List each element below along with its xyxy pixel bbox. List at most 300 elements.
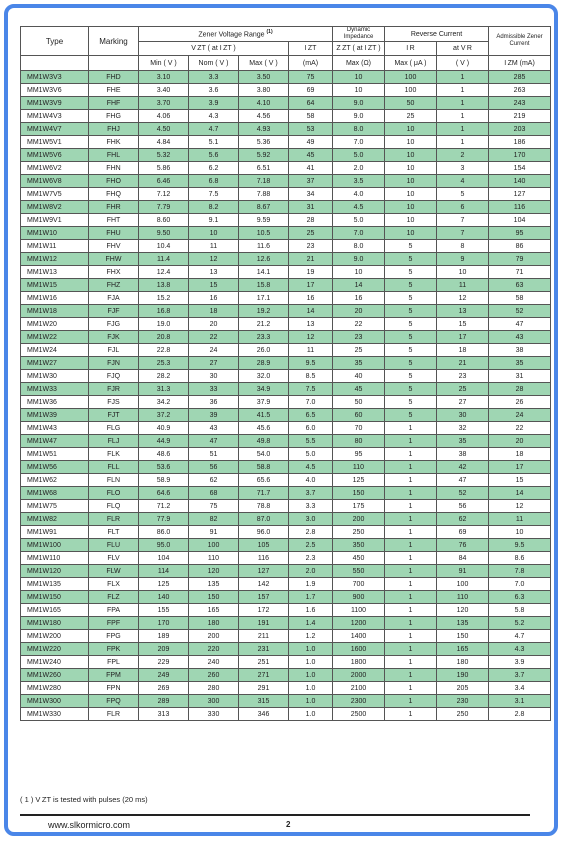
- table-cell: 38: [437, 448, 489, 461]
- table-cell: 5: [385, 409, 437, 422]
- table-cell: 4.5: [289, 461, 333, 474]
- table-cell: 6.3: [489, 591, 551, 604]
- table-row: [21, 409, 551, 422]
- table-cell: 50: [333, 396, 385, 409]
- table-cell: 71.7: [239, 487, 289, 500]
- table-cell: 150: [333, 487, 385, 500]
- table-cell: MM1W20: [21, 318, 89, 331]
- table-cell: 11.4: [139, 253, 189, 266]
- table-cell: 5.0: [289, 448, 333, 461]
- table-cell: FPN: [89, 682, 139, 695]
- table-cell: FHU: [89, 227, 139, 240]
- table-cell: 3.80: [239, 84, 289, 97]
- table-cell: 127: [239, 565, 289, 578]
- table-row: [21, 526, 551, 539]
- table-cell: 42: [437, 461, 489, 474]
- table-cell: 1: [385, 643, 437, 656]
- table-cell: MM1W6V2: [21, 162, 89, 175]
- table-cell: 58: [489, 292, 551, 305]
- table-cell: 62: [437, 513, 489, 526]
- table-cell: 18: [437, 344, 489, 357]
- table-cell: MM1W5V1: [21, 136, 89, 149]
- table-cell: 35: [489, 357, 551, 370]
- table-cell: 23: [333, 331, 385, 344]
- table-cell: 75: [189, 500, 239, 513]
- table-cell: 7.0: [333, 136, 385, 149]
- table-cell: 8.5: [289, 370, 333, 383]
- table-cell: MM1W91: [21, 526, 89, 539]
- table-row: [21, 435, 551, 448]
- table-cell: 100: [385, 71, 437, 84]
- table-cell: 35: [437, 435, 489, 448]
- table-cell: 17: [489, 461, 551, 474]
- table-cell: 10: [385, 175, 437, 188]
- table-cell: 58.9: [139, 474, 189, 487]
- table-cell: FJG: [89, 318, 139, 331]
- table-row: [21, 383, 551, 396]
- table-cell: MM1W75: [21, 500, 89, 513]
- table-cell: 150: [189, 591, 239, 604]
- table-row: [21, 175, 551, 188]
- website-link[interactable]: www.slkormicro.com: [48, 820, 131, 830]
- table-cell: MM1W220: [21, 643, 89, 656]
- table-row: [21, 279, 551, 292]
- table-cell: 5: [385, 253, 437, 266]
- table-cell: 3.7: [289, 487, 333, 500]
- table-cell: 26.0: [239, 344, 289, 357]
- col-marking-header: Marking: [89, 27, 139, 56]
- table-cell: 8.6: [489, 552, 551, 565]
- table-cell: 52: [489, 305, 551, 318]
- table-cell: 172: [239, 604, 289, 617]
- table-cell: MM1W3V3: [21, 71, 89, 84]
- table-cell: 5.6: [189, 149, 239, 162]
- table-row: [21, 110, 551, 123]
- table-body: [21, 71, 551, 721]
- table-cell: 30: [437, 409, 489, 422]
- table-cell: 31.3: [139, 383, 189, 396]
- table-cell: 17.1: [239, 292, 289, 305]
- table-cell: 1.2: [289, 630, 333, 643]
- table-cell: 10: [437, 266, 489, 279]
- table-cell: 4.93: [239, 123, 289, 136]
- table-cell: 205: [437, 682, 489, 695]
- col-type-header: Type: [21, 27, 89, 56]
- table-cell: 4.10: [239, 97, 289, 110]
- table-cell: 9.1: [189, 214, 239, 227]
- table-cell: 170: [489, 149, 551, 162]
- table-cell: FPM: [89, 669, 139, 682]
- table-cell: 5: [385, 305, 437, 318]
- table-cell: 250: [333, 526, 385, 539]
- table-cell: 58.8: [239, 461, 289, 474]
- table-cell: 5: [385, 370, 437, 383]
- table-cell: 1: [437, 71, 489, 84]
- table-cell: 77.9: [139, 513, 189, 526]
- table-cell: 1: [385, 708, 437, 721]
- table-cell: 15: [489, 474, 551, 487]
- table-cell: 20: [189, 318, 239, 331]
- table-cell: 39: [189, 409, 239, 422]
- table-cell: 41.5: [239, 409, 289, 422]
- table-row: [21, 552, 551, 565]
- table-cell: 6.2: [189, 162, 239, 175]
- table-cell: FLU: [89, 539, 139, 552]
- table-cell: 78.8: [239, 500, 289, 513]
- table-cell: 1: [437, 136, 489, 149]
- table-cell: 6.8: [189, 175, 239, 188]
- table-cell: 6.0: [289, 422, 333, 435]
- table-cell: 1: [385, 487, 437, 500]
- table-cell: 86: [489, 240, 551, 253]
- table-cell: 350: [333, 539, 385, 552]
- table-cell: 17: [437, 331, 489, 344]
- table-cell: 1.4: [289, 617, 333, 630]
- reverse-current-header: Reverse Current: [385, 27, 489, 42]
- table-cell: 5.92: [239, 149, 289, 162]
- table-cell: FHX: [89, 266, 139, 279]
- table-cell: 1: [385, 682, 437, 695]
- table-cell: 10: [385, 201, 437, 214]
- table-cell: 5: [385, 240, 437, 253]
- table-cell: 12: [189, 253, 239, 266]
- table-row: [21, 500, 551, 513]
- table-cell: 219: [489, 110, 551, 123]
- table-cell: 28: [289, 214, 333, 227]
- table-cell: 127: [489, 188, 551, 201]
- table-cell: FLX: [89, 578, 139, 591]
- table-cell: FHF: [89, 97, 139, 110]
- table-cell: 25: [333, 344, 385, 357]
- table-cell: 6.5: [289, 409, 333, 422]
- page-number: 2: [286, 820, 291, 829]
- table-cell: 135: [437, 617, 489, 630]
- table-cell: 180: [437, 656, 489, 669]
- table-cell: 8.2: [189, 201, 239, 214]
- table-cell: 3.9: [489, 656, 551, 669]
- table-cell: FJF: [89, 305, 139, 318]
- table-cell: 7: [437, 227, 489, 240]
- table-cell: 9: [437, 253, 489, 266]
- table-cell: 5: [385, 383, 437, 396]
- dynamic-impedance-header: Dynamic Impedance: [333, 27, 385, 42]
- table-cell: 1: [385, 526, 437, 539]
- table-cell: 900: [333, 591, 385, 604]
- table-cell: 100: [437, 578, 489, 591]
- table-cell: 47: [489, 318, 551, 331]
- table-cell: 15: [437, 318, 489, 331]
- table-cell: 2.3: [289, 552, 333, 565]
- table-cell: MM1W280: [21, 682, 89, 695]
- table-cell: 125: [333, 474, 385, 487]
- table-cell: 180: [189, 617, 239, 630]
- table-cell: 7.0: [289, 396, 333, 409]
- table-cell: FPL: [89, 656, 139, 669]
- table-cell: 100: [385, 84, 437, 97]
- table-cell: 1: [385, 461, 437, 474]
- table-cell: 14: [489, 487, 551, 500]
- table-cell: 95: [333, 448, 385, 461]
- table-cell: 40: [333, 370, 385, 383]
- table-cell: FLK: [89, 448, 139, 461]
- table-cell: 51: [189, 448, 239, 461]
- table-cell: 315: [239, 695, 289, 708]
- vzt-condition-header: V ZT ( at I ZT ): [139, 42, 289, 56]
- table-cell: 23.3: [239, 331, 289, 344]
- table-cell: 16.8: [139, 305, 189, 318]
- izm-header: I ZM (mA): [489, 56, 551, 71]
- table-cell: 1.0: [289, 695, 333, 708]
- table-cell: 7.79: [139, 201, 189, 214]
- table-cell: 1: [437, 110, 489, 123]
- table-row: [21, 318, 551, 331]
- table-cell: MM1W4V3: [21, 110, 89, 123]
- table-cell: MM1W300: [21, 695, 89, 708]
- table-cell: 34: [289, 188, 333, 201]
- table-cell: 27: [437, 396, 489, 409]
- table-cell: 28: [489, 383, 551, 396]
- table-cell: MM1W240: [21, 656, 89, 669]
- table-row: [21, 604, 551, 617]
- table-cell: 2.0: [333, 162, 385, 175]
- footnote: ( 1 ) V ZT is tested with pulses (20 ms): [20, 795, 148, 804]
- table-row: [21, 357, 551, 370]
- table-cell: 21: [289, 253, 333, 266]
- table-cell: 4.3: [189, 110, 239, 123]
- table-cell: 3.9: [189, 97, 239, 110]
- table-cell: 8.60: [139, 214, 189, 227]
- table-cell: MM1W36: [21, 396, 89, 409]
- table-cell: 69: [437, 526, 489, 539]
- table-cell: MM1W47: [21, 435, 89, 448]
- table-cell: 1: [385, 617, 437, 630]
- table-row: [21, 188, 551, 201]
- table-cell: 62: [189, 474, 239, 487]
- table-cell: 12.4: [139, 266, 189, 279]
- table-cell: 4.0: [333, 188, 385, 201]
- table-cell: MM1W9V1: [21, 214, 89, 227]
- table-cell: 27: [189, 357, 239, 370]
- table-cell: 12: [489, 500, 551, 513]
- table-cell: FHL: [89, 149, 139, 162]
- footnote-ref: (1): [266, 29, 273, 36]
- table-cell: 12: [289, 331, 333, 344]
- table-cell: 8.0: [333, 240, 385, 253]
- table-cell: 1400: [333, 630, 385, 643]
- table-cell: 14: [289, 305, 333, 318]
- table-cell: MM1W24: [21, 344, 89, 357]
- table-cell: FJT: [89, 409, 139, 422]
- table-cell: 330: [189, 708, 239, 721]
- table-cell: 10: [333, 266, 385, 279]
- table-cell: 32.0: [239, 370, 289, 383]
- table-cell: 4.7: [189, 123, 239, 136]
- table-cell: 7.5: [289, 383, 333, 396]
- table-cell: 1: [437, 97, 489, 110]
- table-cell: MM1W120: [21, 565, 89, 578]
- table-cell: 240: [189, 656, 239, 669]
- table-cell: 45.6: [239, 422, 289, 435]
- table-cell: 26: [489, 396, 551, 409]
- table-cell: 32: [437, 422, 489, 435]
- table-cell: 231: [239, 643, 289, 656]
- table-cell: 11: [437, 279, 489, 292]
- table-cell: 230: [437, 695, 489, 708]
- at-vr-header: at V R: [437, 42, 489, 56]
- table-row: [21, 630, 551, 643]
- table-cell: 291: [239, 682, 289, 695]
- table-cell: 260: [189, 669, 239, 682]
- table-cell: 25: [437, 383, 489, 396]
- table-cell: 45: [289, 149, 333, 162]
- table-cell: 5: [385, 357, 437, 370]
- table-cell: 25: [385, 110, 437, 123]
- table-cell: 71: [489, 266, 551, 279]
- table-cell: 40.9: [139, 422, 189, 435]
- table-cell: 1: [385, 435, 437, 448]
- table-cell: 1: [385, 578, 437, 591]
- table-cell: 170: [139, 617, 189, 630]
- table-cell: 10: [385, 188, 437, 201]
- table-cell: 700: [333, 578, 385, 591]
- table-cell: MM1W43: [21, 422, 89, 435]
- table-cell: MM1W135: [21, 578, 89, 591]
- table-cell: 289: [139, 695, 189, 708]
- table-cell: 3.3: [289, 500, 333, 513]
- table-row: [21, 240, 551, 253]
- table-cell: 5.36: [239, 136, 289, 149]
- table-cell: MM1W165: [21, 604, 89, 617]
- table-cell: 52: [437, 487, 489, 500]
- table-cell: 8.0: [333, 123, 385, 136]
- table-cell: 56: [437, 500, 489, 513]
- table-cell: 65.6: [239, 474, 289, 487]
- table-cell: 5: [385, 266, 437, 279]
- table-cell: 4.0: [289, 474, 333, 487]
- table-cell: 64.6: [139, 487, 189, 500]
- table-cell: 10: [385, 136, 437, 149]
- table-row: [21, 162, 551, 175]
- table-cell: MM1W56: [21, 461, 89, 474]
- table-cell: 220: [189, 643, 239, 656]
- table-cell: 300: [189, 695, 239, 708]
- table-cell: 1.0: [289, 656, 333, 669]
- table-cell: 175: [333, 500, 385, 513]
- table-cell: 4.5: [333, 201, 385, 214]
- table-row: [21, 97, 551, 110]
- table-cell: 13: [289, 318, 333, 331]
- table-cell: FHT: [89, 214, 139, 227]
- table-cell: 2500: [333, 708, 385, 721]
- table-cell: 200: [189, 630, 239, 643]
- table-cell: 25: [289, 227, 333, 240]
- table-cell: FLV: [89, 552, 139, 565]
- table-row: [21, 344, 551, 357]
- table-cell: 110: [189, 552, 239, 565]
- table-cell: 91: [189, 526, 239, 539]
- table-row: [21, 396, 551, 409]
- table-cell: 9.0: [333, 97, 385, 110]
- table-cell: FHR: [89, 201, 139, 214]
- table-cell: 80: [333, 435, 385, 448]
- table-cell: 104: [139, 552, 189, 565]
- table-row: [21, 578, 551, 591]
- zener-voltage-range-label: Zener Voltage Range: [198, 31, 265, 39]
- table-cell: 3: [437, 162, 489, 175]
- table-row: [21, 422, 551, 435]
- table-cell: 15.8: [239, 279, 289, 292]
- table-cell: 50: [385, 97, 437, 110]
- table-cell: FHZ: [89, 279, 139, 292]
- table-cell: 7.12: [139, 188, 189, 201]
- table-cell: FHV: [89, 240, 139, 253]
- table-cell: FHQ: [89, 188, 139, 201]
- table-cell: FJL: [89, 344, 139, 357]
- table-cell: 28.2: [139, 370, 189, 383]
- table-cell: 16: [333, 292, 385, 305]
- footer-rule: [20, 814, 530, 816]
- table-cell: 9.5: [489, 539, 551, 552]
- table-row: [21, 474, 551, 487]
- table-cell: 5.0: [333, 214, 385, 227]
- table-cell: 2.8: [489, 708, 551, 721]
- table-row: [21, 266, 551, 279]
- table-cell: MM1W8V2: [21, 201, 89, 214]
- table-cell: 19.2: [239, 305, 289, 318]
- table-cell: 5.86: [139, 162, 189, 175]
- table-cell: 155: [139, 604, 189, 617]
- table-cell: 1: [385, 448, 437, 461]
- table-cell: 105: [239, 539, 289, 552]
- table-cell: 49: [289, 136, 333, 149]
- table-row: [21, 565, 551, 578]
- table-cell: 10: [385, 162, 437, 175]
- table-cell: 76: [437, 539, 489, 552]
- table-row: [21, 461, 551, 474]
- table-cell: 11: [189, 240, 239, 253]
- table-cell: 69: [289, 84, 333, 97]
- table-cell: 5.2: [489, 617, 551, 630]
- table-cell: 38: [489, 344, 551, 357]
- table-cell: 5.8: [489, 604, 551, 617]
- table-cell: 229: [139, 656, 189, 669]
- table-cell: 165: [189, 604, 239, 617]
- table-row: [21, 656, 551, 669]
- table-cell: 5.0: [333, 149, 385, 162]
- table-cell: 18: [189, 305, 239, 318]
- table-cell: 7.5: [189, 188, 239, 201]
- table-cell: FPA: [89, 604, 139, 617]
- nom-header: Nom ( V ): [189, 56, 239, 71]
- table-cell: 13: [437, 305, 489, 318]
- empty-header: [21, 56, 89, 71]
- table-cell: 37.9: [239, 396, 289, 409]
- table-cell: 6.46: [139, 175, 189, 188]
- table-cell: 165: [437, 643, 489, 656]
- table-cell: MM1W200: [21, 630, 89, 643]
- table-cell: 30: [189, 370, 239, 383]
- table-cell: 1.0: [289, 708, 333, 721]
- table-cell: FJS: [89, 396, 139, 409]
- table-cell: 34.9: [239, 383, 289, 396]
- table-cell: MM1W100: [21, 539, 89, 552]
- table-cell: 47: [437, 474, 489, 487]
- table-cell: 189: [139, 630, 189, 643]
- table-cell: 36: [189, 396, 239, 409]
- table-cell: FJR: [89, 383, 139, 396]
- table-cell: 9.5: [289, 357, 333, 370]
- table-cell: 86.0: [139, 526, 189, 539]
